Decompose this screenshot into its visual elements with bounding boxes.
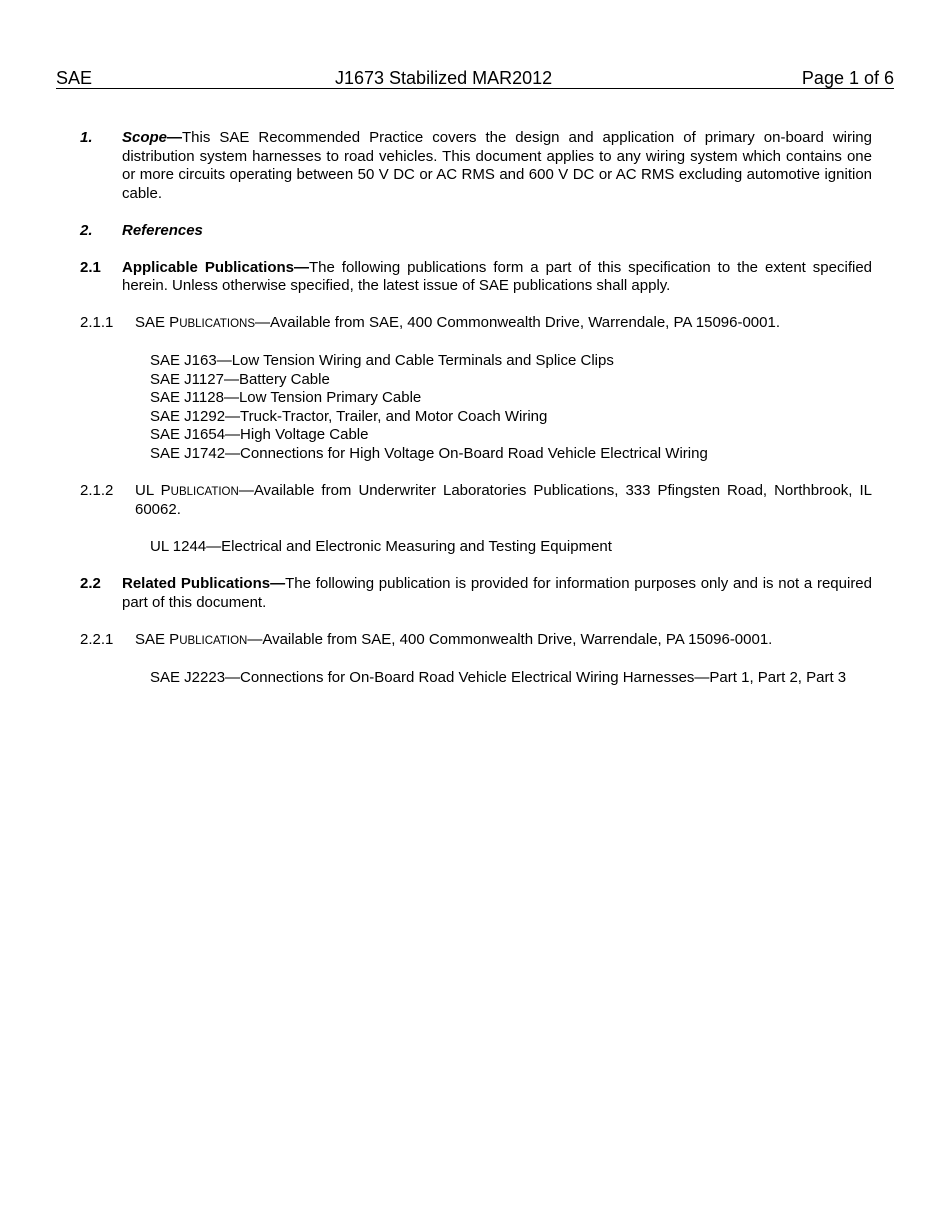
section-lead-smallcaps: UBLICATION [179,634,248,647]
section-scope [80,129,872,203]
reference-item: SAE J1127—Battery Cable [150,370,330,388]
reference-list [80,352,872,463]
section-text: The following publications form a part of this specification to the extent specified herein. Unless otherwise specified, the latest issue of SAE publications shall apply. [122,258,873,294]
section-number: 2.1.1 [80,314,114,331]
reference-item: SAE J2223—Connections for On-Board Road Vehicle Electrical Wiring Harnesses—Part 1, Part 2, Part 3 [150,668,847,686]
reference-item: UL 1244—Electrical and Electronic Measuring and Testing Equipment [150,538,612,555]
section-text: —Available from Underwriter Laboratories Publications, 333 Pfingsten Road, Northbrook, IL 60062. [135,481,872,518]
section-title: Related Publications— [122,575,286,592]
section-title: Applicable Publications— [122,258,309,276]
section-number: 1. [80,129,93,146]
section-number: 2.2.1 [80,630,114,648]
page-header [56,68,894,89]
section-lead-smallcaps: UBLICATIONS [179,318,256,330]
reference-list [80,669,872,688]
header-page-number: Page 1 of 6 [801,68,894,88]
section-references [80,222,872,241]
section-text: This SAE Recommended Practice covers the design and application of primary on-board wiring distribution system harnesses to road vehicles. This document applies to any wiring system which contains one or more circuits operating between 50 V DC or AC RMS and 600 V DC or AC RMS excluding automotive ignition cable. [122,129,872,202]
section-related-publications [80,575,872,612]
reference-item: SAE J1128—Low Tension Primary Cable [150,389,422,406]
reference-item: SAE J163—Low Tension Wiring and Cable Terminals and Splice Clips [150,352,614,369]
section-number: 2.1 [80,258,101,276]
section-title: Scope [122,129,168,146]
document-body [80,129,872,687]
reference-item: SAE J1654—High Voltage Cable [150,426,369,443]
section-title: References [122,221,203,239]
reference-item: SAE J1292—Truck-Tractor, Trailer, and Motor Coach Wiring [150,407,548,425]
section-lead: UL P [135,481,171,499]
section-text: —Available from SAE, 400 Commonwealth Drive, Warrendale, PA 15096-0001. [255,314,781,331]
title-dash: — [167,129,183,146]
header-org: SAE [56,68,93,88]
section-ul-publication [80,482,872,520]
section-lead-smallcaps: UBLICATION [170,485,239,498]
header-doc-id: J1673 Stabilized MAR2012 [335,68,553,88]
section-number: 2.1.2 [80,481,114,499]
section-applicable-publications [80,259,872,296]
section-text: The following publication is provided for information purposes only and is not a required part of this document. [122,575,872,611]
section-text: —Available from SAE, 400 Commonwealth Drive, Warrendale, PA 15096-0001. [247,630,773,648]
section-number: 2. [80,221,93,239]
reference-item: SAE J1742—Connections for High Voltage On-Board Road Vehicle Electrical Wiring [150,444,708,462]
section-related-sae-publication [80,631,872,651]
section-lead: SAE P [135,314,180,331]
section-lead: SAE P [135,630,180,648]
section-number: 2.2 [80,575,101,592]
section-sae-publications [80,314,872,334]
reference-list [80,538,872,557]
